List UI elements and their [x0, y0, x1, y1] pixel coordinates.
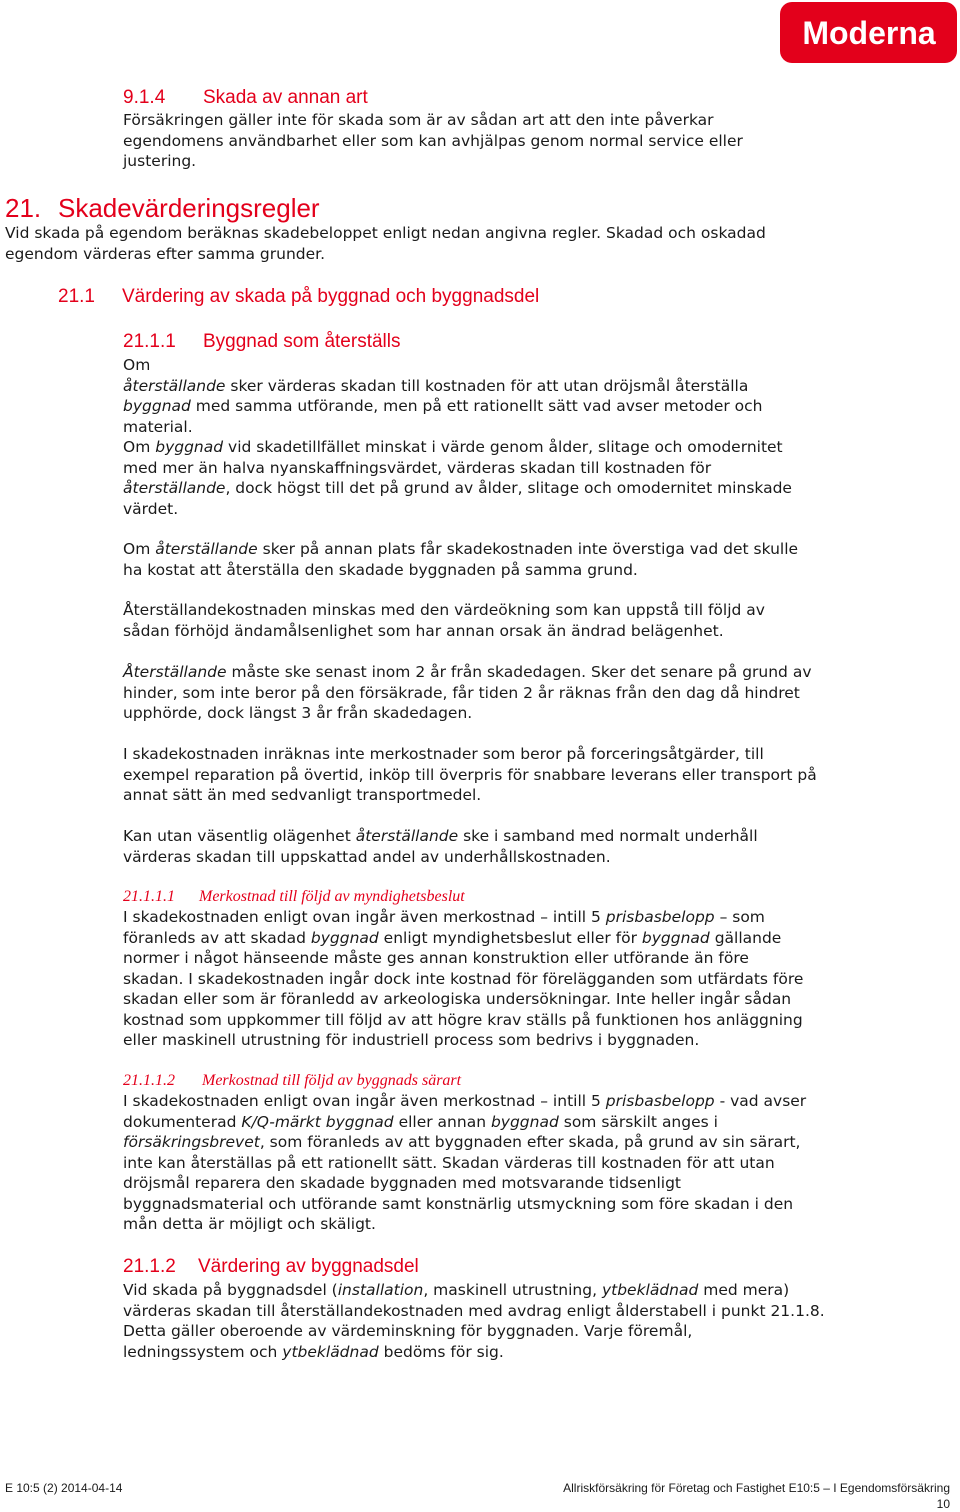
- text-line: exempel reparation på övertid, inköp till överpris för snabbare leverans eller transport på: [123, 765, 817, 784]
- paragraph-21-1-1-p2: [123, 437, 792, 519]
- text-line: Om återställande sker värderas skadan till kostnaden för att utan dröjsmål återställa: [123, 356, 749, 395]
- logo-text: Moderna: [801, 14, 936, 51]
- text-line: försäkringsbrevet, som föranleds av att byggnaden efter skada, på grund av sin särart,: [123, 1133, 801, 1151]
- paragraph-21-1-1-p5: [123, 662, 812, 724]
- paragraph-21-1-2: [123, 1280, 825, 1362]
- heading-title: Skada av annan art: [203, 87, 368, 108]
- text-line: återställande, dock högst till det på grund av ålder, slitage och omodernitet minskade: [123, 479, 792, 497]
- heading-title: Merkostnad till följd av myndighetsbeslut: [199, 888, 465, 905]
- heading-21: [5, 193, 320, 223]
- heading-title: Skadevärderingsregler: [58, 193, 320, 223]
- text-line: Återställande måste ske senast inom 2 år från skadedagen. Sker det senare på grund av: [123, 663, 812, 681]
- text-line: sådan förhöjd ändamålsenlighet som har annan orsak än ändrad belägenhet.: [123, 621, 724, 640]
- heading-title: Merkostnad till följd av byggnads särart: [202, 1072, 462, 1089]
- text-line: material.: [123, 417, 193, 436]
- paragraph-21-1-1-2: [123, 1091, 806, 1235]
- heading-number: 21.1.1.2: [123, 1072, 175, 1089]
- heading-title: Värdering av byggnadsdel: [198, 1256, 419, 1277]
- text-line: upphörde, dock längst 3 år från skadedagen.: [123, 704, 473, 722]
- footer-document-title: Allriskförsäkring för Företag och Fastighet E10:5 – I Egendomsförsäkring: [563, 1481, 950, 1495]
- heading-21-1-1-1: [123, 887, 465, 907]
- text-line: Vid skada på byggnadsdel (installation, maskinell utrustning, ytbeklädnad med mera): [123, 1281, 790, 1299]
- text-line: Kan utan väsentlig olägenhet återställande ske i samband med normalt underhåll: [123, 827, 758, 845]
- text-line: dokumenterad K/Q-märkt byggnad eller annan byggnad som särskilt anges i: [123, 1112, 718, 1131]
- text-line: värderas skadan till uppskattad andel av underhållskostnaden.: [123, 847, 611, 866]
- paragraph-21: [5, 223, 766, 264]
- heading-21-1: [58, 285, 539, 309]
- text-line: eller maskinell utrustning för industriell process som bedrivs i byggnaden.: [123, 1031, 700, 1049]
- heading-number: 21.1.2: [123, 1256, 176, 1277]
- heading-number: 21.1.1.1: [123, 888, 175, 905]
- text-line: byggnadsmaterial och utförande samt konstnärlig utsmyckning som före skadan i den: [123, 1194, 794, 1213]
- text-line: byggnad med samma utförande, men på ett rationellt sätt vad avser metoder och: [123, 397, 763, 415]
- text-line: värdet.: [123, 499, 179, 518]
- text-line: I skadekostnaden enligt ovan ingår även merkostnad – intill 5 prisbasbelopp - vad avser: [123, 1092, 807, 1110]
- text-line: inte kan återställas på ett rationellt sätt. Skadan värderas till kostnaden för att utan: [123, 1153, 775, 1172]
- text-line: Försäkringen gäller inte för skada som är av sådan art att den inte påverkar: [123, 111, 714, 129]
- page-number: 10: [936, 1497, 950, 1511]
- heading-title: Byggnad som återställs: [203, 331, 401, 352]
- heading-number: 21.1.1: [123, 331, 176, 352]
- text-line: Om byggnad vid skadetillfället minskat i värde genom ålder, slitage och omodernitet: [123, 438, 783, 456]
- text-line: hinder, som inte beror på den försäkrade, får tiden 2 år räknas från den dag då hindret: [123, 683, 800, 702]
- text-line: annat sätt än med sedvanligt transportmedel.: [123, 786, 482, 804]
- paragraph-21-1-1-p3: [123, 539, 798, 580]
- heading-9-1-4: [123, 86, 368, 110]
- text-line: föranleds av att skadad byggnad enligt myndighetsbeslut eller för byggnad gällande: [123, 928, 782, 947]
- text-line: ha kostat att återställa den skadade byggnaden på samma grund.: [123, 560, 638, 579]
- heading-number: 9.1.4: [123, 87, 166, 108]
- paragraph-21-1-1-1: [123, 907, 803, 1051]
- logo-wordmark: [789, 13, 949, 53]
- text-line: normer i något hänseende måste ges annan konstruktion eller utförande än före: [123, 949, 749, 967]
- heading-21-1-1: [123, 330, 401, 354]
- moderna-logo: [780, 2, 957, 63]
- text-line: mån detta är möjligt och skäligt.: [123, 1215, 376, 1233]
- text-line: egendomens användbarhet eller som kan avhjälpas genom normal service eller: [123, 131, 743, 150]
- text-line: Vid skada på egendom beräknas skadebeloppet enligt nedan angivna regler. Skadad och oskadad: [5, 224, 766, 242]
- text-line: I skadekostnaden inräknas inte merkostnader som beror på forceringsåtgärder, till: [123, 745, 764, 763]
- text-line: I skadekostnaden enligt ovan ingår även merkostnad – intill 5 prisbasbelopp – som: [123, 908, 765, 926]
- text-line: Detta gäller oberoende av värdeminskning för byggnaden. Varje föremål,: [123, 1322, 693, 1340]
- heading-title: Värdering av skada på byggnad och byggnadsdel: [122, 286, 540, 307]
- heading-21-1-1-2: [123, 1071, 461, 1091]
- heading-number: 21.: [5, 193, 42, 223]
- text-line: skadan. I skadekostnaden ingår dock inte kostnad för förelägganden som utfärdats före: [123, 969, 804, 988]
- text-line: skadan eller som är föranledd av arkeologiska undersökningar. Inte heller ingår sådan: [123, 990, 792, 1008]
- footer-document-code: E 10:5 (2) 2014-04-14: [5, 1481, 123, 1495]
- text-line: kostnad som uppkommer till följd av att högre krav ställs på funktionen hos anläggning: [123, 1010, 803, 1029]
- text-line: justering.: [123, 152, 197, 170]
- heading-21-1-2: [123, 1255, 419, 1279]
- text-line: Om återställande sker på annan plats får skadekostnaden inte överstiga vad det skulle: [123, 540, 799, 558]
- paragraph-21-1-1-p4: [123, 600, 765, 641]
- text-line: ledningssystem och ytbeklädnad bedöms för sig.: [123, 1342, 504, 1361]
- text-line: egendom värderas efter samma grunder.: [5, 244, 326, 263]
- text-line: värderas skadan till återställandekostnaden med avdrag enligt ålderstabell i punkt 21.1.8.: [123, 1301, 825, 1320]
- paragraph-21-1-1-p1: [123, 355, 763, 437]
- paragraph-21-1-1-p7: [123, 826, 758, 867]
- paragraph-21-1-1-p6: [123, 744, 817, 806]
- text-line: med mer än halva nyanskaffningsvärdet, värderas skadan till kostnaden för: [123, 458, 712, 477]
- text-line: Återställandekostnaden minskas med den värdeökning som kan uppstå till följd av: [123, 601, 765, 619]
- text-line: dröjsmål reparera den skadade byggnaden med motsvarande tidsenligt: [123, 1174, 682, 1192]
- heading-number: 21.1: [58, 286, 95, 307]
- paragraph-9-1-4: [123, 110, 743, 172]
